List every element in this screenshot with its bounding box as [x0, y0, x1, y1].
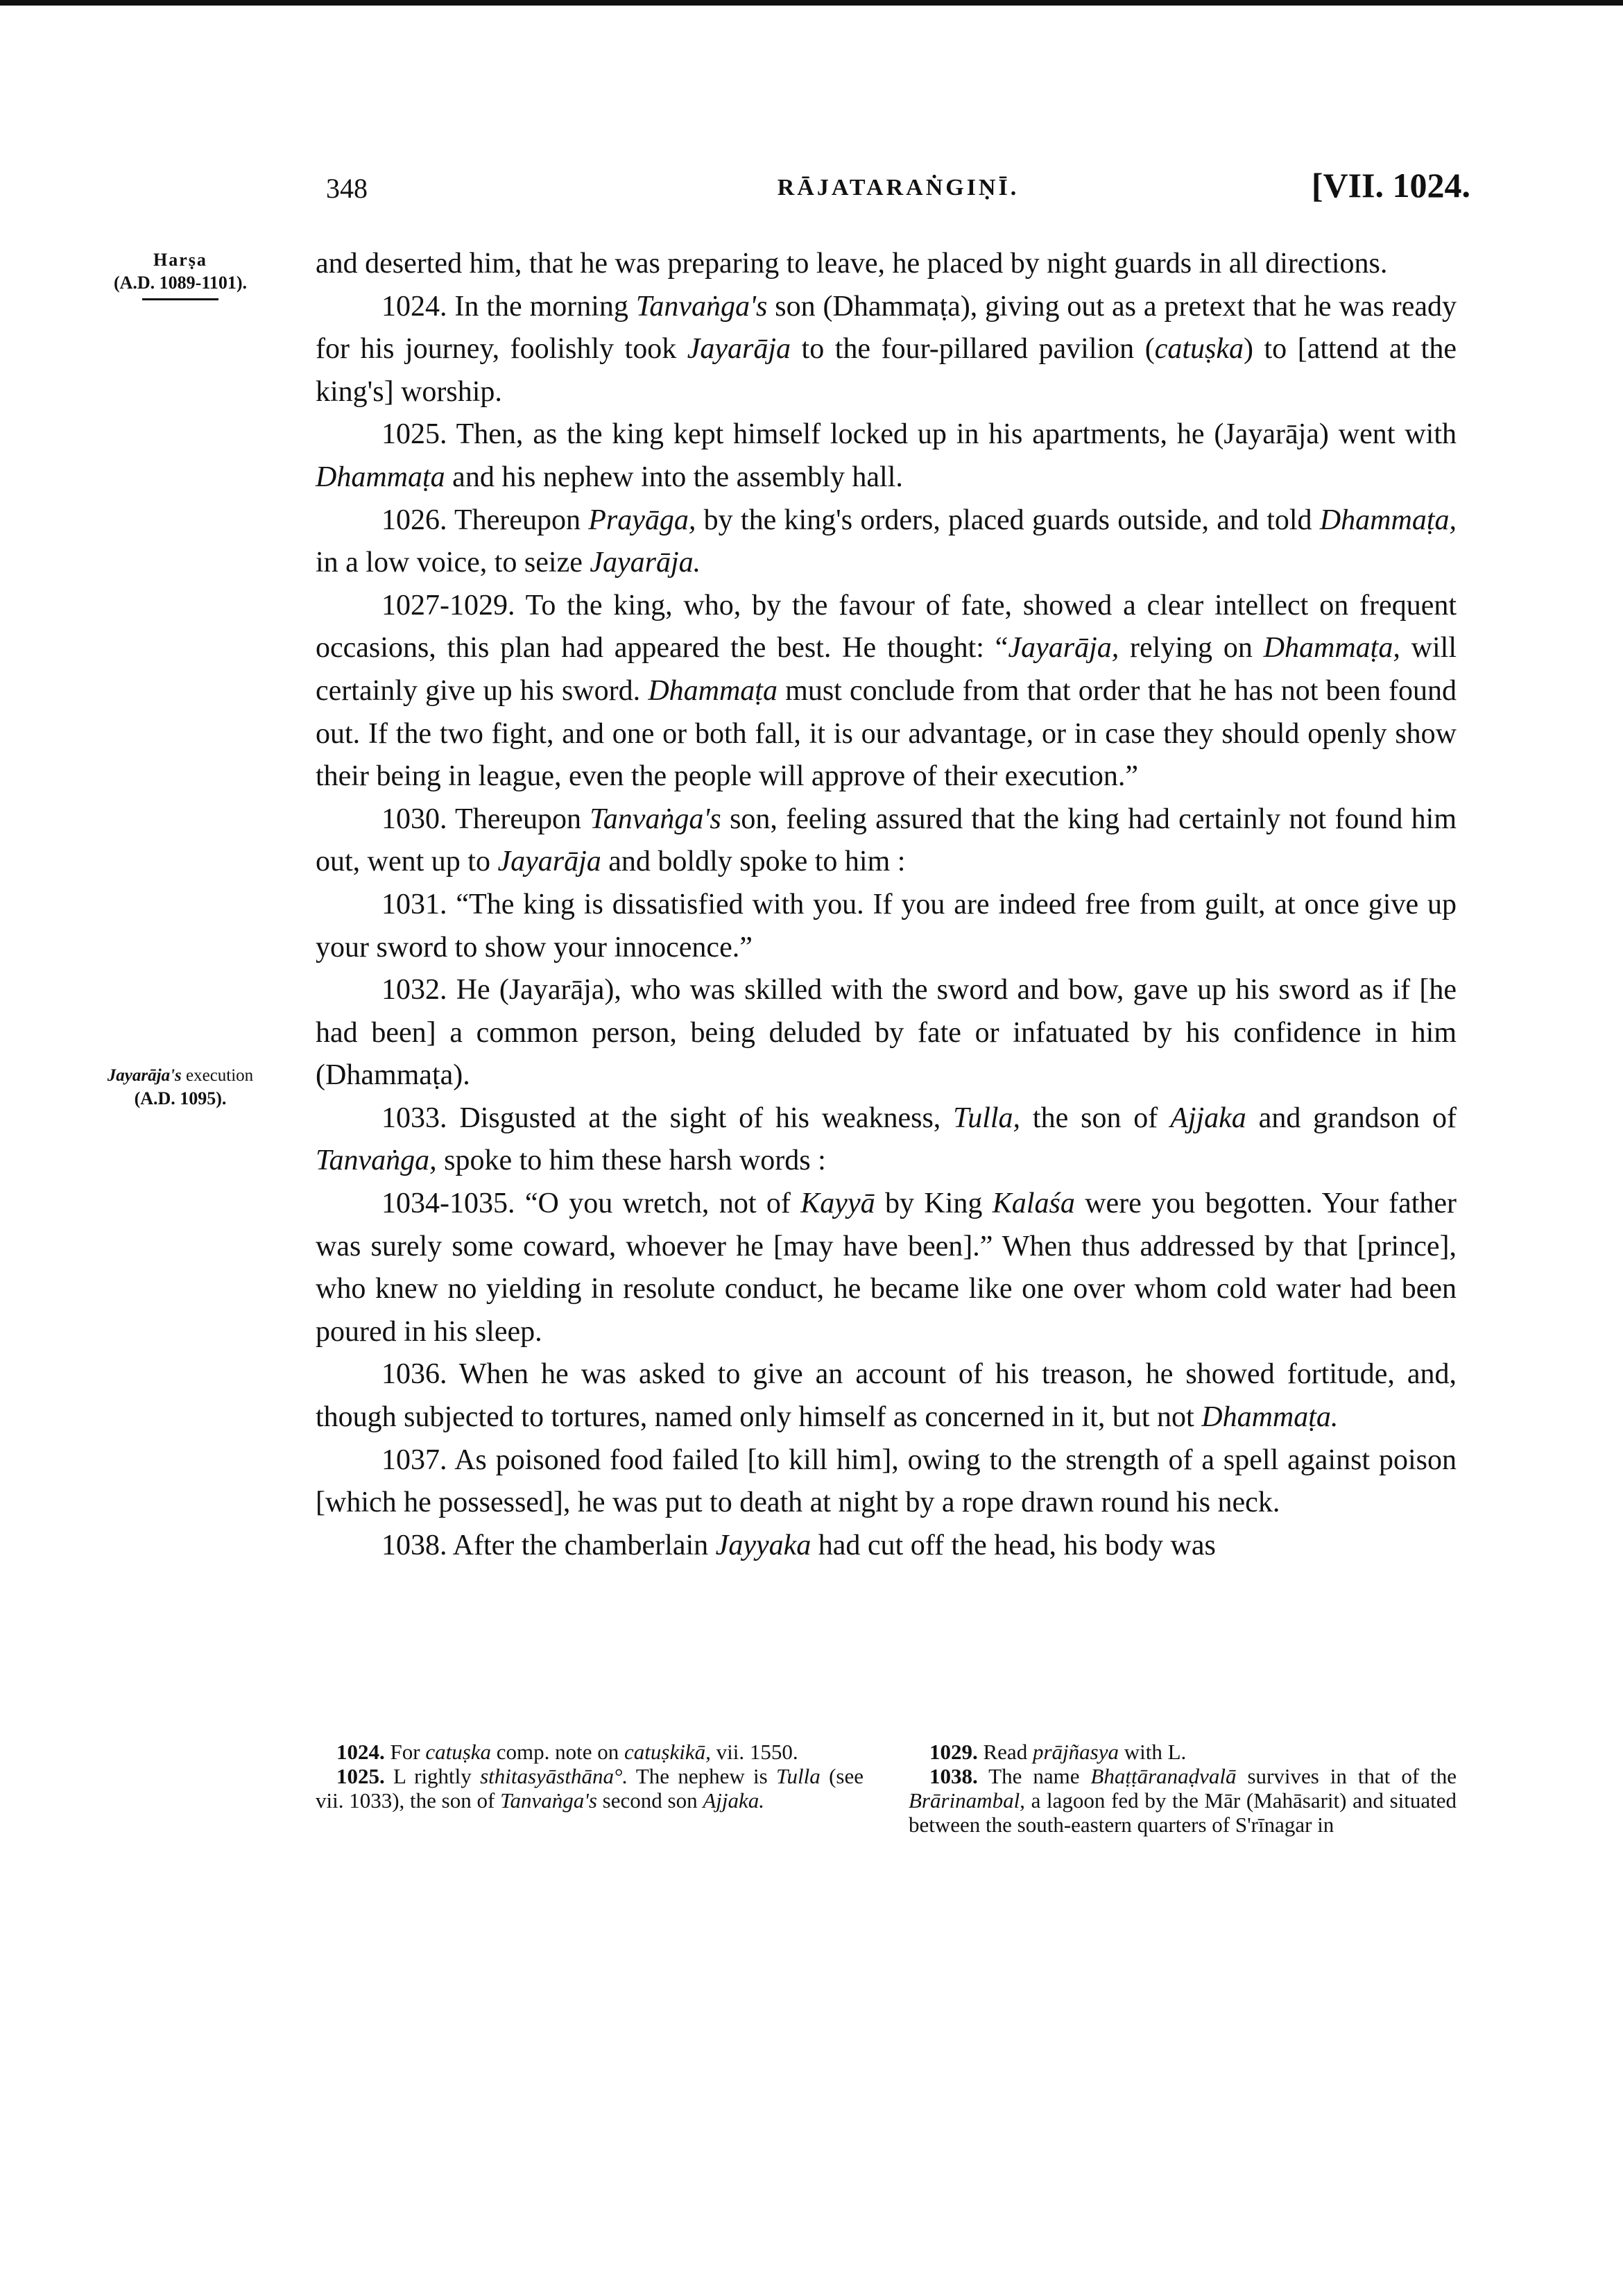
verse-number: 1026.	[381, 504, 447, 536]
margin-note-rule	[142, 298, 218, 300]
verse-number: 1033.	[381, 1102, 447, 1134]
margin-note-dates: (A.D. 1089-1101).	[113, 273, 248, 293]
footnote-number: 1024.	[336, 1740, 385, 1764]
verse-number: 1036.	[381, 1358, 447, 1391]
verse-number: 1024.	[381, 290, 447, 323]
footnote-number: 1029.	[929, 1740, 978, 1764]
verse-1032: 1032. He (Jayarāja), who was skilled with the sword and bow, gave up his sword as if [he had been] a common person, being deluded by fate or infatuated by his confidence in him (Dhammaṭa).	[316, 974, 1457, 1092]
verse-number: 1027-1029.	[381, 589, 515, 622]
verse-number: 1030.	[381, 803, 447, 835]
verse-number: 1025.	[381, 418, 447, 451]
verse-number: 1037.	[381, 1443, 447, 1476]
footnote-column-left	[316, 1740, 864, 1837]
verse-1026: 1026. Thereupon Prayāga, by the king's orders, placed guards outside, and told Dhammaṭa, in a low voice, to seize Jayarāja.	[316, 504, 1457, 579]
running-title: RĀJATARAṄGIṆĪ.	[777, 175, 1020, 200]
margin-note-title: Harṣa	[153, 250, 207, 270]
body-text	[316, 243, 1457, 1567]
footnote-1025: 1025. L rightly sthitasyāsthāna°. The nephew is Tulla (see vii. 1033), the son of Tanvaṅga's second son Ajjaka.	[316, 1764, 864, 1813]
verse-1034-1035: 1034-1035. “O you wretch, not of Kayyā by King Kalaśa were you begotten. Your father was surely some coward, whoever he [may have been].” When thus addressed by that [prince], who knew no yielding in resolute conduct, he became like one over whom cold water had been poured in his sleep.	[316, 1188, 1457, 1348]
footnote-1038: 1038. The name Bhaṭṭāranaḍvalā survives in that of the Brārinambal, a lagoon fed by the Mār (Mahāsarit) and situated between the south-eastern quarters of S'rīnagar in	[909, 1764, 1457, 1837]
verse-number: 1034-1035.	[381, 1188, 515, 1220]
page-header	[326, 165, 1470, 214]
footnote-number: 1025.	[336, 1764, 385, 1788]
verse-1025: 1025. Then, as the king kept himself locked up in his apartments, he (Jayarāja) went with Dhammaṭa and his nephew into the assembly hall.	[316, 418, 1457, 493]
footnote-number: 1038.	[929, 1764, 978, 1788]
footnote-column-right	[909, 1740, 1457, 1837]
footnote-1024: 1024. For catuṣka comp. note on catuṣkikā, vii. 1550.	[336, 1740, 798, 1764]
verse-1031: 1031. “The king is dissatisfied with you. If you are indeed free from guilt, at once give up your sword to show your innocence.”	[316, 888, 1457, 963]
margin-note-jayaraja-execution	[49, 1063, 312, 1110]
verse-1027-1029: 1027-1029. To the king, who, by the favour of fate, showed a clear intellect on frequent occasions, this plan had appeared the best. He thought: “Jayarāja, relying on Dhammaṭa, will certainly give up his sword. Dhammaṭa must conclude from that order that he has not been found out. If the two fight, and one or both fall, it is our advantage, or in case they should openly show their being in league, even the people will approve of their execution.”	[316, 589, 1457, 793]
page-top-border	[0, 0, 1623, 6]
verse-number: 1031.	[381, 888, 447, 920]
footnote-1029: 1029. Read prājñasya with L.	[929, 1740, 1187, 1764]
verse-1024: 1024. In the morning Tanvaṅga's son (Dhammaṭa), giving out as a pretext that he was ready for his journey, foolishly took Jayarāja to the four-pillared pavilion (catuṣka) to [attend at the king's] worship.	[316, 290, 1457, 408]
footnotes	[316, 1740, 1457, 1837]
paragraph-continued: and deserted him, that he was preparing to leave, he placed by night guards in all directions.	[316, 248, 1388, 280]
section-reference: [VII. 1024.	[1311, 166, 1470, 205]
verse-number: 1032.	[381, 974, 447, 1006]
margin-note-title: Jayarāja's execution	[107, 1066, 254, 1085]
verse-1037: 1037. As poisoned food failed [to kill him], owing to the strength of a spell against poison [which he possessed], he was put to death at night by a rope drawn round his neck.	[316, 1443, 1457, 1519]
page-number: 348	[326, 173, 368, 204]
verse-1033: 1033. Disgusted at the sight of his weakness, Tulla, the son of Ajjaka and grandson of Tanvaṅga, spoke to him these harsh words :	[316, 1102, 1457, 1177]
margin-note-harsa	[49, 248, 312, 300]
verse-1036: 1036. When he was asked to give an account of his treason, he showed fortitude, and, though subjected to tortures, named only himself as concerned in it, but not Dhammaṭa.	[316, 1358, 1457, 1434]
margin-note-dates: (A.D. 1095).	[134, 1088, 227, 1108]
verse-number: 1038.	[381, 1529, 447, 1561]
verse-1038: 1038. After the chamberlain Jayyaka had cut off the head, his body was	[381, 1529, 1216, 1561]
verse-1030: 1030. Thereupon Tanvaṅga's son, feeling assured that the king had certainly not found him out, went up to Jayarāja and boldly spoke to him :	[316, 803, 1457, 878]
